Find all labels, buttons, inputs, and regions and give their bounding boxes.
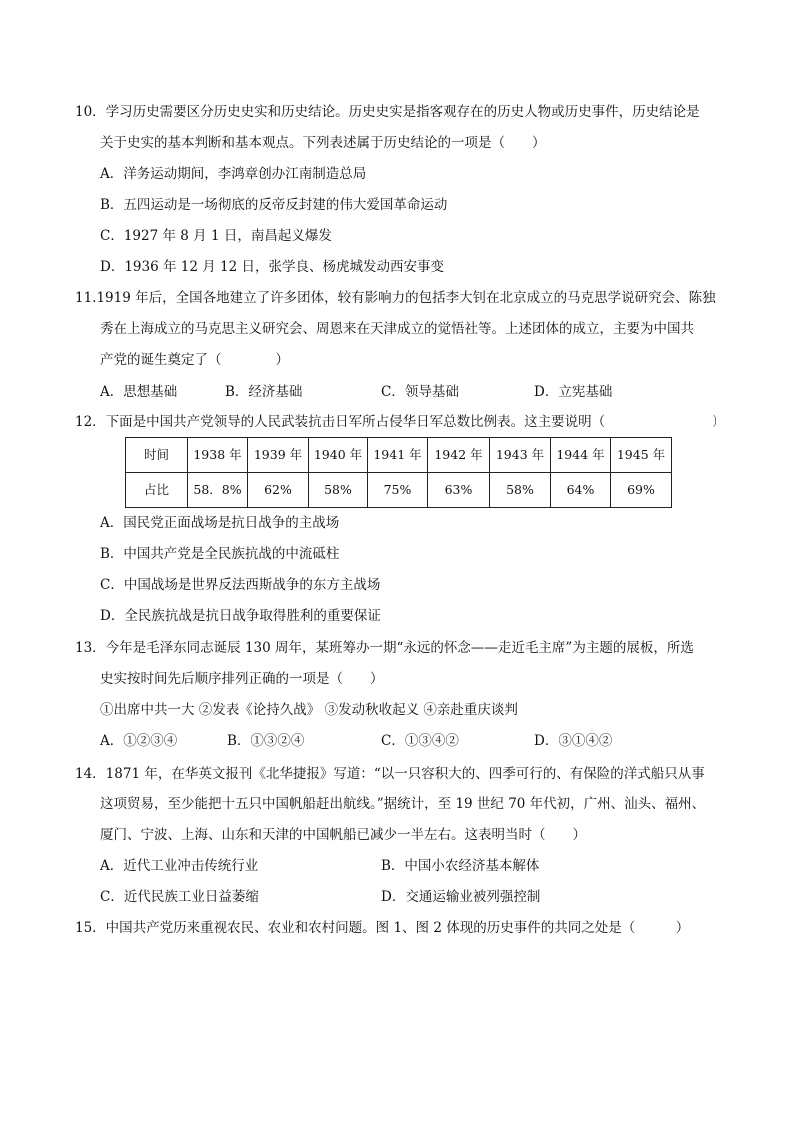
table-row: [126, 473, 672, 508]
q14-option-b: B．中国小农经济基本解体: [381, 858, 540, 874]
q11-option-a: A．思想基础: [100, 384, 178, 400]
q14-option-d: D．交通运输业被列强控制: [381, 889, 541, 905]
q10-option-a: A．洋务运动期间，李鸿章创办江南制造总局: [100, 166, 367, 182]
q11-stem-line2: 秀在上海成立的马克思主义研究会、周恩来在天津成立的觉悟社等。上述团体的成立，主要为中国共: [100, 321, 694, 337]
table-cell: 1942 年: [428, 438, 490, 473]
q10-option-c: C．1927 年 8 月 1 日，南昌起义爆发: [100, 228, 332, 244]
q12-stem: 12．下面是中国共产党领导的人民武装抗击日军所占侵华日军总数比例表。这主要说明（: [75, 414, 606, 430]
q13-option-c: C．①③④②: [381, 733, 459, 749]
ratio-table: [125, 437, 672, 508]
q13-items: ①出席中共一大 ②发表《论持久战》 ③发动秋收起义 ④亲赴重庆谈判: [100, 702, 518, 718]
q14-stem-line2: 这项贸易，至少能把十五只中国帆船赶出航线。”据统计，至 19 世纪 70 年代初，广州、汕头、福州、: [100, 796, 706, 812]
q14-stem-line3: 厦门、宁波、上海、山东和天津的中国帆船已减少一半左右。这表明当时（ ）: [100, 827, 586, 843]
q14-option-c: C．近代民族工业日益萎缩: [100, 889, 259, 905]
q10-option-b: B．五四运动是一场彻底的反帝反封建的伟大爱国革命运动: [100, 197, 448, 213]
q10-option-d: D．1936 年 12 月 12 日，张学良、杨虎城发动西安事变: [100, 259, 444, 275]
table-row: [126, 438, 672, 473]
table-cell: 64%: [551, 473, 611, 508]
q12-option-d: D．全民族抗战是抗日战争取得胜利的重要保证: [100, 608, 381, 624]
table-cell: 58%: [490, 473, 551, 508]
q11-option-d: D．立宪基础: [534, 384, 613, 400]
q11-option-b: B．经济基础: [225, 384, 303, 400]
table-cell: 62%: [248, 473, 309, 508]
q13-stem-line2: 史实按时间先后顺序排列正确的一项是（ ）: [100, 671, 384, 687]
q14-stem-line1: 14．1871 年，在华英文报刊《北华捷报》写道：“以一只容积大的、四季可行的、有保险的洋式船只从事: [75, 766, 705, 782]
table-cell: 占比: [126, 473, 188, 508]
q11-option-c: C．领导基础: [381, 384, 459, 400]
table-cell: 1938 年: [188, 438, 248, 473]
table-cell: 58．8%: [188, 473, 248, 508]
q10-stem-line2: 关于史实的基本判断和基本观点。下列表述属于历史结论的一项是（ ）: [100, 135, 546, 151]
q13-option-a: A．①②③④: [100, 733, 178, 749]
q13-stem-line1: 13．今年是毛泽东同志诞辰 130 周年，某班筹办一期“永远的怀念——走近毛主席”为主题的展板，所选: [75, 640, 694, 656]
q14-option-a: A．近代工业冲击传统行业: [100, 858, 259, 874]
table-cell: 1941 年: [368, 438, 428, 473]
table-cell: 1939 年: [248, 438, 309, 473]
q15-stem-line1: 15．中国共产党历来重视农民、农业和农村问题。图 1、图 2 体现的历史事件的共同之处是（ ）: [75, 920, 690, 936]
table-cell: 58%: [309, 473, 368, 508]
table-cell: 75%: [368, 473, 428, 508]
table-cell: 1943 年: [490, 438, 551, 473]
table-cell: 63%: [428, 473, 490, 508]
q10-stem-line1: 10．学习历史需要区分历史史实和历史结论。历史史实是指客观存在的历史人物或历史事件，历史结论是: [75, 104, 700, 120]
table-cell: 1944 年: [551, 438, 611, 473]
q11-stem-line3: 产党的诞生奠定了（ ）: [100, 352, 289, 368]
q13-option-b: B．①③②④: [227, 733, 305, 749]
q12-option-b: B．中国共产党是全民族抗战的中流砥柱: [100, 546, 340, 562]
q12-stem-close: ）: [713, 414, 722, 430]
table-cell: 1945 年: [611, 438, 672, 473]
table-cell: 时间: [126, 438, 188, 473]
table-cell: 69%: [611, 473, 672, 508]
q12-option-c: C．中国战场是世界反法西斯战争的东方主战场: [100, 577, 381, 593]
q11-stem-line1: 11.1919 年后，全国各地建立了许多团体，较有影响力的包括李大钊在北京成立的马克思学说研究会、陈独: [75, 290, 716, 306]
q13-option-d: D．③①④②: [534, 733, 613, 749]
q12-option-a: A．国民党正面战场是抗日战争的主战场: [100, 515, 340, 531]
table-cell: 1940 年: [309, 438, 368, 473]
